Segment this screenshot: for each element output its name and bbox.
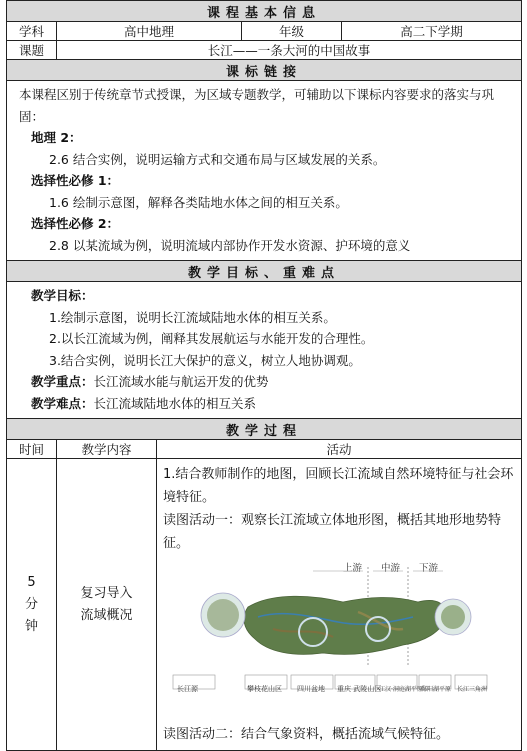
activity-cell (157, 459, 522, 751)
topic-value: 长江——一条大河的中国故事 (57, 41, 522, 60)
difficulty-text: 长江流域陆地水体的相互关系 (93, 395, 257, 411)
time-unit-1: 分 (24, 596, 38, 612)
content-line-1: 复习导入 (80, 585, 133, 601)
yangtze-terrain-map (163, 557, 515, 719)
col-content: 教学内容 (57, 440, 157, 459)
map-caption-4: 重庆 武陵山区 (337, 685, 382, 693)
map-caption-3: 四川盆地 (297, 685, 325, 693)
key-point-title: 教学重点： (31, 374, 94, 389)
section-basic-info: 课程基本信息 (7, 1, 522, 22)
goal-3: 3.结合实例，说明长江大保护的意义，树立人地协调观。 (49, 352, 361, 368)
standard-title-2: 选择性必修 1： (31, 173, 120, 188)
subject-label: 学科 (7, 22, 57, 41)
goal-1: 1.绘制示意图，说明长江流域陆地水体的相互关系。 (49, 309, 336, 325)
standard-title-3: 选择性必修 2： (31, 216, 120, 231)
time-unit-2: 钟 (24, 618, 38, 634)
standard-text-1: 2.6 结合实例，说明运输方式和交通布局与区域发展的关系。 (49, 151, 386, 167)
map-segment-upper: 上游 (343, 563, 363, 574)
goal-2: 2.以长江流域为例，阐释其发展航运与水能开发的合理性。 (49, 331, 374, 346)
map-segment-lower: 下游 (419, 563, 439, 574)
map-caption-7: 长江三角洲 (457, 686, 488, 693)
map-caption-6: 鄱阳湖平原 (421, 686, 452, 693)
subject-value: 高中地理 (57, 22, 242, 41)
lesson-plan (6, 0, 521, 751)
objectives-block (7, 282, 522, 419)
content-cell (57, 459, 157, 751)
time-value: 5 (27, 574, 36, 590)
standards-intro: 本课程区别于传统章节式授课，为区域专题教学，可辅助以下课标内容要求的落实与巩固： (19, 87, 495, 124)
difficulty-title: 教学难点： (31, 395, 94, 411)
map-caption-5: 江汉·洞庭湖平原 (379, 686, 423, 693)
time-cell (7, 459, 57, 751)
standard-text-2: 1.6 绘制示意图，解释各类陆地水体之间的相互关系。 (49, 194, 348, 210)
goal-title: 教学目标： (31, 288, 94, 303)
standards-block (7, 81, 522, 261)
key-point-text: 长江流域水能与航运开发的优势 (93, 374, 269, 389)
map-caption-1: 长江源 (177, 685, 198, 693)
content-line-2: 流域概况 (80, 607, 133, 623)
col-time: 时间 (7, 440, 57, 459)
section-objectives: 教学目标、重难点 (7, 261, 522, 282)
map-caption-2: 攀枝花山区 (247, 685, 282, 693)
section-process: 教学过程 (7, 419, 522, 440)
activity-1: 1.结合教师制作的地图，回顾长江流域自然环境特征与社会环境特征。 (163, 467, 514, 505)
activity-3: 读图活动二：结合气象资料，概括流域气候特征。 (163, 727, 450, 742)
topic-label: 课题 (7, 41, 57, 60)
grade-label: 年级 (242, 22, 342, 41)
standard-title-1: 地理 2： (31, 130, 82, 145)
col-activity: 活动 (157, 440, 522, 459)
grade-value: 高二下学期 (342, 22, 522, 41)
map-segment-middle: 中游 (381, 563, 401, 574)
standard-text-3: 2.8 以某流域为例，说明流域内部协作开发水资源、护环境的意义 (49, 237, 411, 253)
activity-2: 读图活动一：观察长江流域立体地形图，概括其地形地势特征。 (163, 513, 502, 551)
lesson-plan-table (6, 0, 522, 751)
section-standards: 课标链接 (7, 60, 522, 81)
